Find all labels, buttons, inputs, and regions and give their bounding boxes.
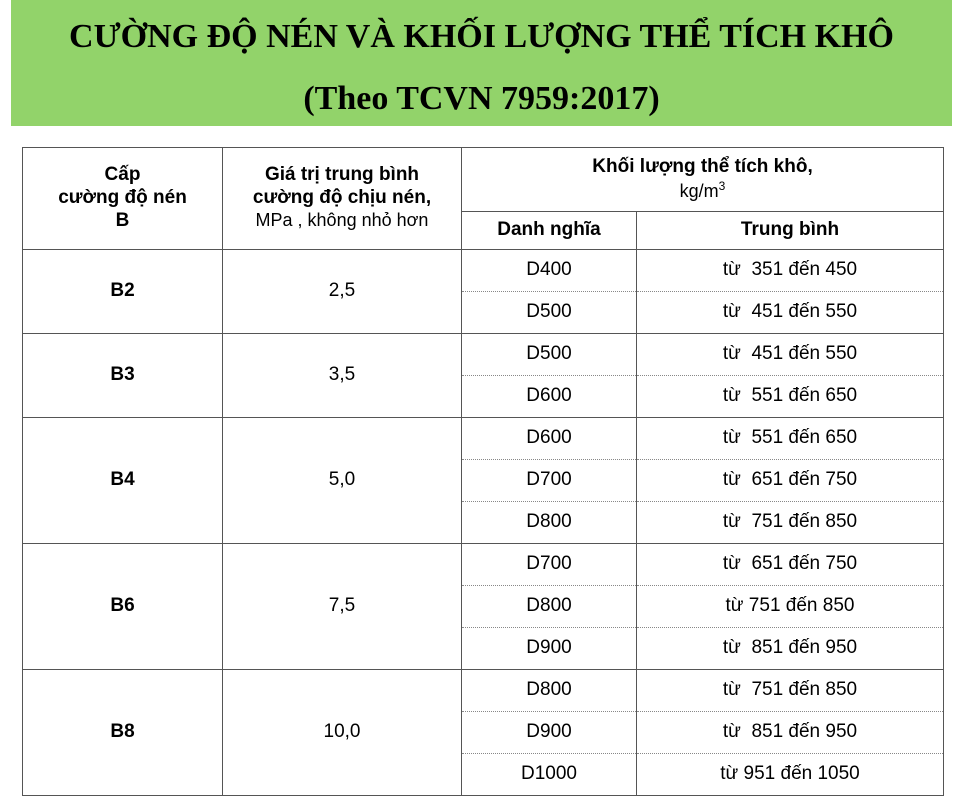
- header-density-unit-sup: 3: [718, 178, 726, 193]
- title-banner: [11, 0, 952, 126]
- nominal-cell: D800: [462, 586, 637, 628]
- grade-cell: B4: [23, 418, 223, 544]
- average-cell: từ 751 đến 850: [637, 586, 944, 628]
- nominal-cell: D800: [462, 670, 637, 712]
- strength-cell: 7,5: [223, 544, 462, 670]
- header-grade-line-3: B: [115, 209, 130, 231]
- average-cell: từ 651 đến 750: [637, 460, 944, 502]
- nominal-cell: D900: [462, 712, 637, 754]
- nominal-cell: D600: [462, 418, 637, 460]
- strength-cell: 5,0: [223, 418, 462, 544]
- header-strength: [223, 148, 462, 250]
- header-density-title: Khối lượng thể tích khô,: [592, 155, 813, 177]
- average-cell: từ 551 đến 650: [637, 418, 944, 460]
- nominal-cell: D500: [462, 292, 637, 334]
- header-grade-line-2: cường độ nén: [58, 187, 187, 209]
- header-grade: [23, 148, 223, 250]
- table-row: [23, 670, 944, 712]
- header-grade-line-1: Cấp: [104, 164, 141, 186]
- header-strength-line-2: cường độ chịu nén,: [252, 187, 432, 209]
- nominal-cell: D500: [462, 334, 637, 376]
- header-strength-line-3: MPa , không nhỏ hơn: [255, 209, 429, 230]
- strength-density-table: [22, 147, 944, 796]
- table-row: [23, 418, 944, 460]
- average-cell: từ 851 đến 950: [637, 712, 944, 754]
- strength-cell: 2,5: [223, 250, 462, 334]
- nominal-cell: D700: [462, 544, 637, 586]
- average-cell: từ 451 đến 550: [637, 292, 944, 334]
- header-average: Trung bình: [637, 212, 944, 250]
- nominal-cell: D400: [462, 250, 637, 292]
- nominal-cell: D900: [462, 628, 637, 670]
- grade-cell: B8: [23, 670, 223, 796]
- table-row: [23, 334, 944, 376]
- nominal-cell: D800: [462, 502, 637, 544]
- nominal-cell: D1000: [462, 754, 637, 796]
- header-nominal: Danh nghĩa: [462, 212, 637, 250]
- grade-cell: B6: [23, 544, 223, 670]
- header-density-unit: [679, 178, 726, 201]
- strength-cell: 3,5: [223, 334, 462, 418]
- average-cell: từ 551 đến 650: [637, 376, 944, 418]
- header-density: [462, 148, 944, 212]
- header-strength-line-1: Giá trị trung bình: [264, 164, 420, 186]
- average-cell: từ 651 đến 750: [637, 544, 944, 586]
- grade-cell: B3: [23, 334, 223, 418]
- nominal-cell: D600: [462, 376, 637, 418]
- nominal-cell: D700: [462, 460, 637, 502]
- average-cell: từ 751 đến 850: [637, 670, 944, 712]
- table-row: [23, 250, 944, 292]
- table-row: [23, 544, 944, 586]
- average-cell: từ 351 đến 450: [637, 250, 944, 292]
- strength-cell: 10,0: [223, 670, 462, 796]
- grade-cell: B2: [23, 250, 223, 334]
- average-cell: từ 451 đến 550: [637, 334, 944, 376]
- average-cell: từ 851 đến 950: [637, 628, 944, 670]
- title-line-1: CƯỜNG ĐỘ NÉN VÀ KHỐI LƯỢNG THỂ TÍCH KHÔ: [69, 18, 894, 55]
- average-cell: từ 951 đến 1050: [637, 754, 944, 796]
- title-line-2: (Theo TCVN 7959:2017): [303, 80, 660, 117]
- header-density-unit-text: kg/m: [679, 180, 719, 201]
- average-cell: từ 751 đến 850: [637, 502, 944, 544]
